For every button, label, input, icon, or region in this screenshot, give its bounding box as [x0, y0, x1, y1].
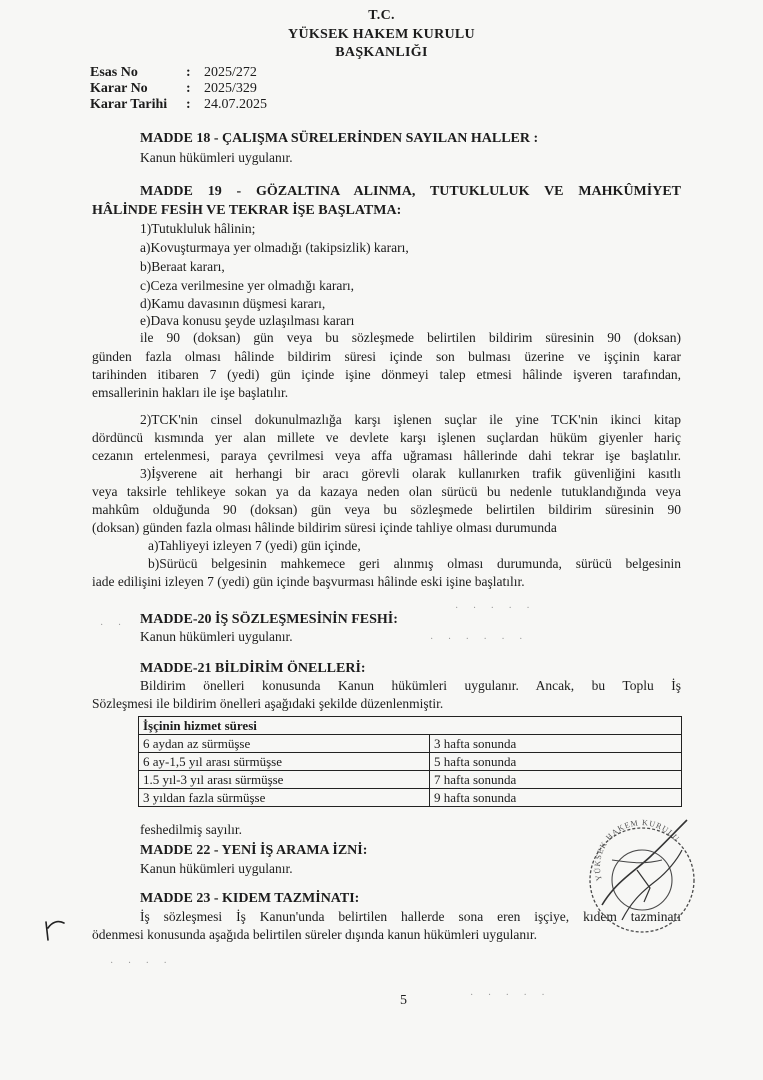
article-19-line: ile 90 (doksan) gün veya bu sözleşmede belirtilen bildirim süresinin 90 (doksan)	[140, 330, 681, 345]
article-23-line-1: İş sözleşmesi İş Kanun'unda belirtilen hallerde sona eren işçiye, kıdem tazminatı	[140, 909, 681, 924]
article-19-line: veya taksirle tehlikeye sokan ya da kazaya neden olan sürücü bu nedenle tutuklandığında veya	[92, 484, 681, 499]
table-cell-notice: 3 hafta sonunda	[430, 735, 682, 753]
article-19-line: b)Sürücü belgesinin mahkemece geri alınmış olması durumunda, sürücü belgesinin	[148, 556, 681, 571]
meta-key: Karar No	[90, 81, 148, 96]
meta-karar-no	[90, 81, 257, 97]
article-19-line: tarihinden itibaren 7 (yedi) gün içinde işine dönmeyi talep etmesi hâlinde işveren tarafından,	[92, 367, 681, 382]
meta-key: Esas No	[90, 65, 138, 80]
meta-value: 2025/329	[204, 81, 257, 96]
article-18-title: MADDE 18 - ÇALIŞMA SÜRELERİNDEN SAYILAN HALLER :	[140, 131, 539, 146]
article-22-text: Kanun hükümleri uygulanır.	[140, 861, 293, 876]
article-21-after-table: feshedilmiş sayılır.	[140, 822, 242, 837]
page-number: 5	[400, 993, 407, 1008]
scan-noise: · · · · · ·	[430, 634, 529, 645]
article-21-line-2: Sözleşmesi ile bildirim önelleri aşağıdaki şekilde düzenlenmiştir.	[92, 696, 444, 711]
article-19-line: (doksan) günden fazla olması hâlinde bildirim süresi içinde tahliye olması durumunda	[92, 520, 557, 535]
table-row	[139, 789, 682, 807]
header-institution: YÜKSEK HAKEM KURULU	[288, 27, 475, 42]
scan-noise: · ·	[100, 620, 128, 631]
meta-value: 24.07.2025	[204, 97, 267, 112]
article-20-title: MADDE-20 İŞ SÖZLEŞMESİNİN FESHİ:	[140, 612, 398, 627]
header-presidency: BAŞKANLIĞI	[335, 45, 428, 60]
article-19-line: 3)İşverene ait herhangi bir aracı görevli olarak kullanırken trafik güvenliğini kasıtlı	[140, 466, 681, 481]
article-19-line: b)Beraat kararı,	[140, 259, 225, 274]
seal-text: YÜKSEK HAKEM KURULU	[592, 818, 682, 882]
meta-karar-tarihi	[90, 97, 267, 113]
article-23-title: MADDE 23 - KIDEM TAZMİNATI:	[140, 891, 360, 906]
table-header-cell: İşçinin hizmet süresi	[139, 717, 682, 735]
meta-esas-no	[90, 65, 257, 81]
article-19-title-1: MADDE 19 - GÖZALTINA ALINMA, TUTUKLULUK VE MAHKÛMİYET	[140, 184, 681, 199]
article-19-line: d)Kamu davasının düşmesi kararı,	[140, 296, 326, 311]
article-19-line: e)Dava konusu şeyde uzlaşılması kararı	[140, 313, 355, 328]
meta-key: Karar Tarihi	[90, 97, 168, 112]
article-19-line: emsallerinin hakları ile işe başlatılır.	[92, 385, 289, 400]
table-cell-notice: 9 hafta sonunda	[430, 789, 682, 807]
scan-noise: · · · · ·	[470, 990, 551, 1001]
header-tc: T.C.	[368, 8, 395, 23]
article-18-text: Kanun hükümleri uygulanır.	[140, 150, 293, 165]
article-19-line: mahkûm olduğunda 90 (doksan) gün veya bu sözleşmede belirtilen bildirim süresinin 90	[92, 502, 681, 517]
table-cell-duration: 6 ay-1,5 yıl arası sürmüşse	[139, 753, 430, 771]
table-cell-duration: 1.5 yıl-3 yıl arası sürmüşse	[139, 771, 430, 789]
article-19-line: c)Ceza verilmesine yer olmadığı kararı,	[140, 278, 355, 293]
table-cell-notice: 7 hafta sonunda	[430, 771, 682, 789]
table-cell-duration: 6 aydan az sürmüşse	[139, 735, 430, 753]
table-row	[139, 753, 682, 771]
article-23-line-2: ödenmesi konusunda aşağıda belirtilen süreler dışında kanun hükümleri uygulanır.	[92, 927, 538, 942]
article-19-line: iade edilişini izleyen 7 (yedi) gün içinde başvurması hâlinde eski işine başlatılır.	[92, 574, 525, 589]
article-19-line: 2)TCK'nin cinsel dokunulmazlığa karşı işlenen suçlar ile yine TCK'nin ikinci kitap	[140, 412, 681, 427]
meta-colon: :	[186, 81, 191, 96]
article-21-line-1: Bildirim önelleri konusunda Kanun hükümleri uygulanır. Ancak, bu Toplu İş	[140, 678, 681, 693]
seal-stamp	[582, 810, 702, 940]
notice-period-table	[138, 716, 682, 807]
margin-initial-mark	[40, 914, 70, 944]
scan-noise: · · · · ·	[455, 603, 536, 614]
table-header-row	[139, 717, 682, 735]
article-19-line: günden fazla olması hâlinde bildirim süresi içinde son bulması üzerine ve işçinin karar	[92, 349, 681, 364]
table-row	[139, 771, 682, 789]
article-19-line: a)Kovuşturmaya yer olmadığı (takipsizlik) kararı,	[140, 240, 409, 255]
table-row	[139, 735, 682, 753]
article-21-title: MADDE-21 BİLDİRİM ÖNELLERİ:	[140, 661, 366, 676]
scan-noise: · · · ·	[110, 958, 173, 969]
table-cell-notice: 5 hafta sonunda	[430, 753, 682, 771]
article-20-text: Kanun hükümleri uygulanır.	[140, 629, 293, 644]
article-22-title: MADDE 22 - YENİ İŞ ARAMA İZNİ:	[140, 843, 368, 858]
meta-colon: :	[186, 97, 191, 112]
article-19-line: cezanın ertelenmesi, paraya çevrilmesi veya affa uğraması hâllerinde dahi tekrar işe başlatılır.	[92, 448, 681, 463]
article-19-line: dördüncü kısmında yer alan millete ve devlete karşı işlenen suçlardan hüküm giyenler hariç	[92, 430, 681, 445]
meta-value: 2025/272	[204, 65, 257, 80]
article-19-title-2: HÂLİNDE FESİH VE TEKRAR İŞE BAŞLATMA:	[92, 203, 402, 218]
article-19-line: 1)Tutukluluk hâlinin;	[140, 221, 256, 236]
article-19-line: a)Tahliyeyi izleyen 7 (yedi) gün içinde,	[148, 538, 361, 553]
meta-colon: :	[186, 65, 191, 80]
table-cell-duration: 3 yıldan fazla sürmüşse	[139, 789, 430, 807]
